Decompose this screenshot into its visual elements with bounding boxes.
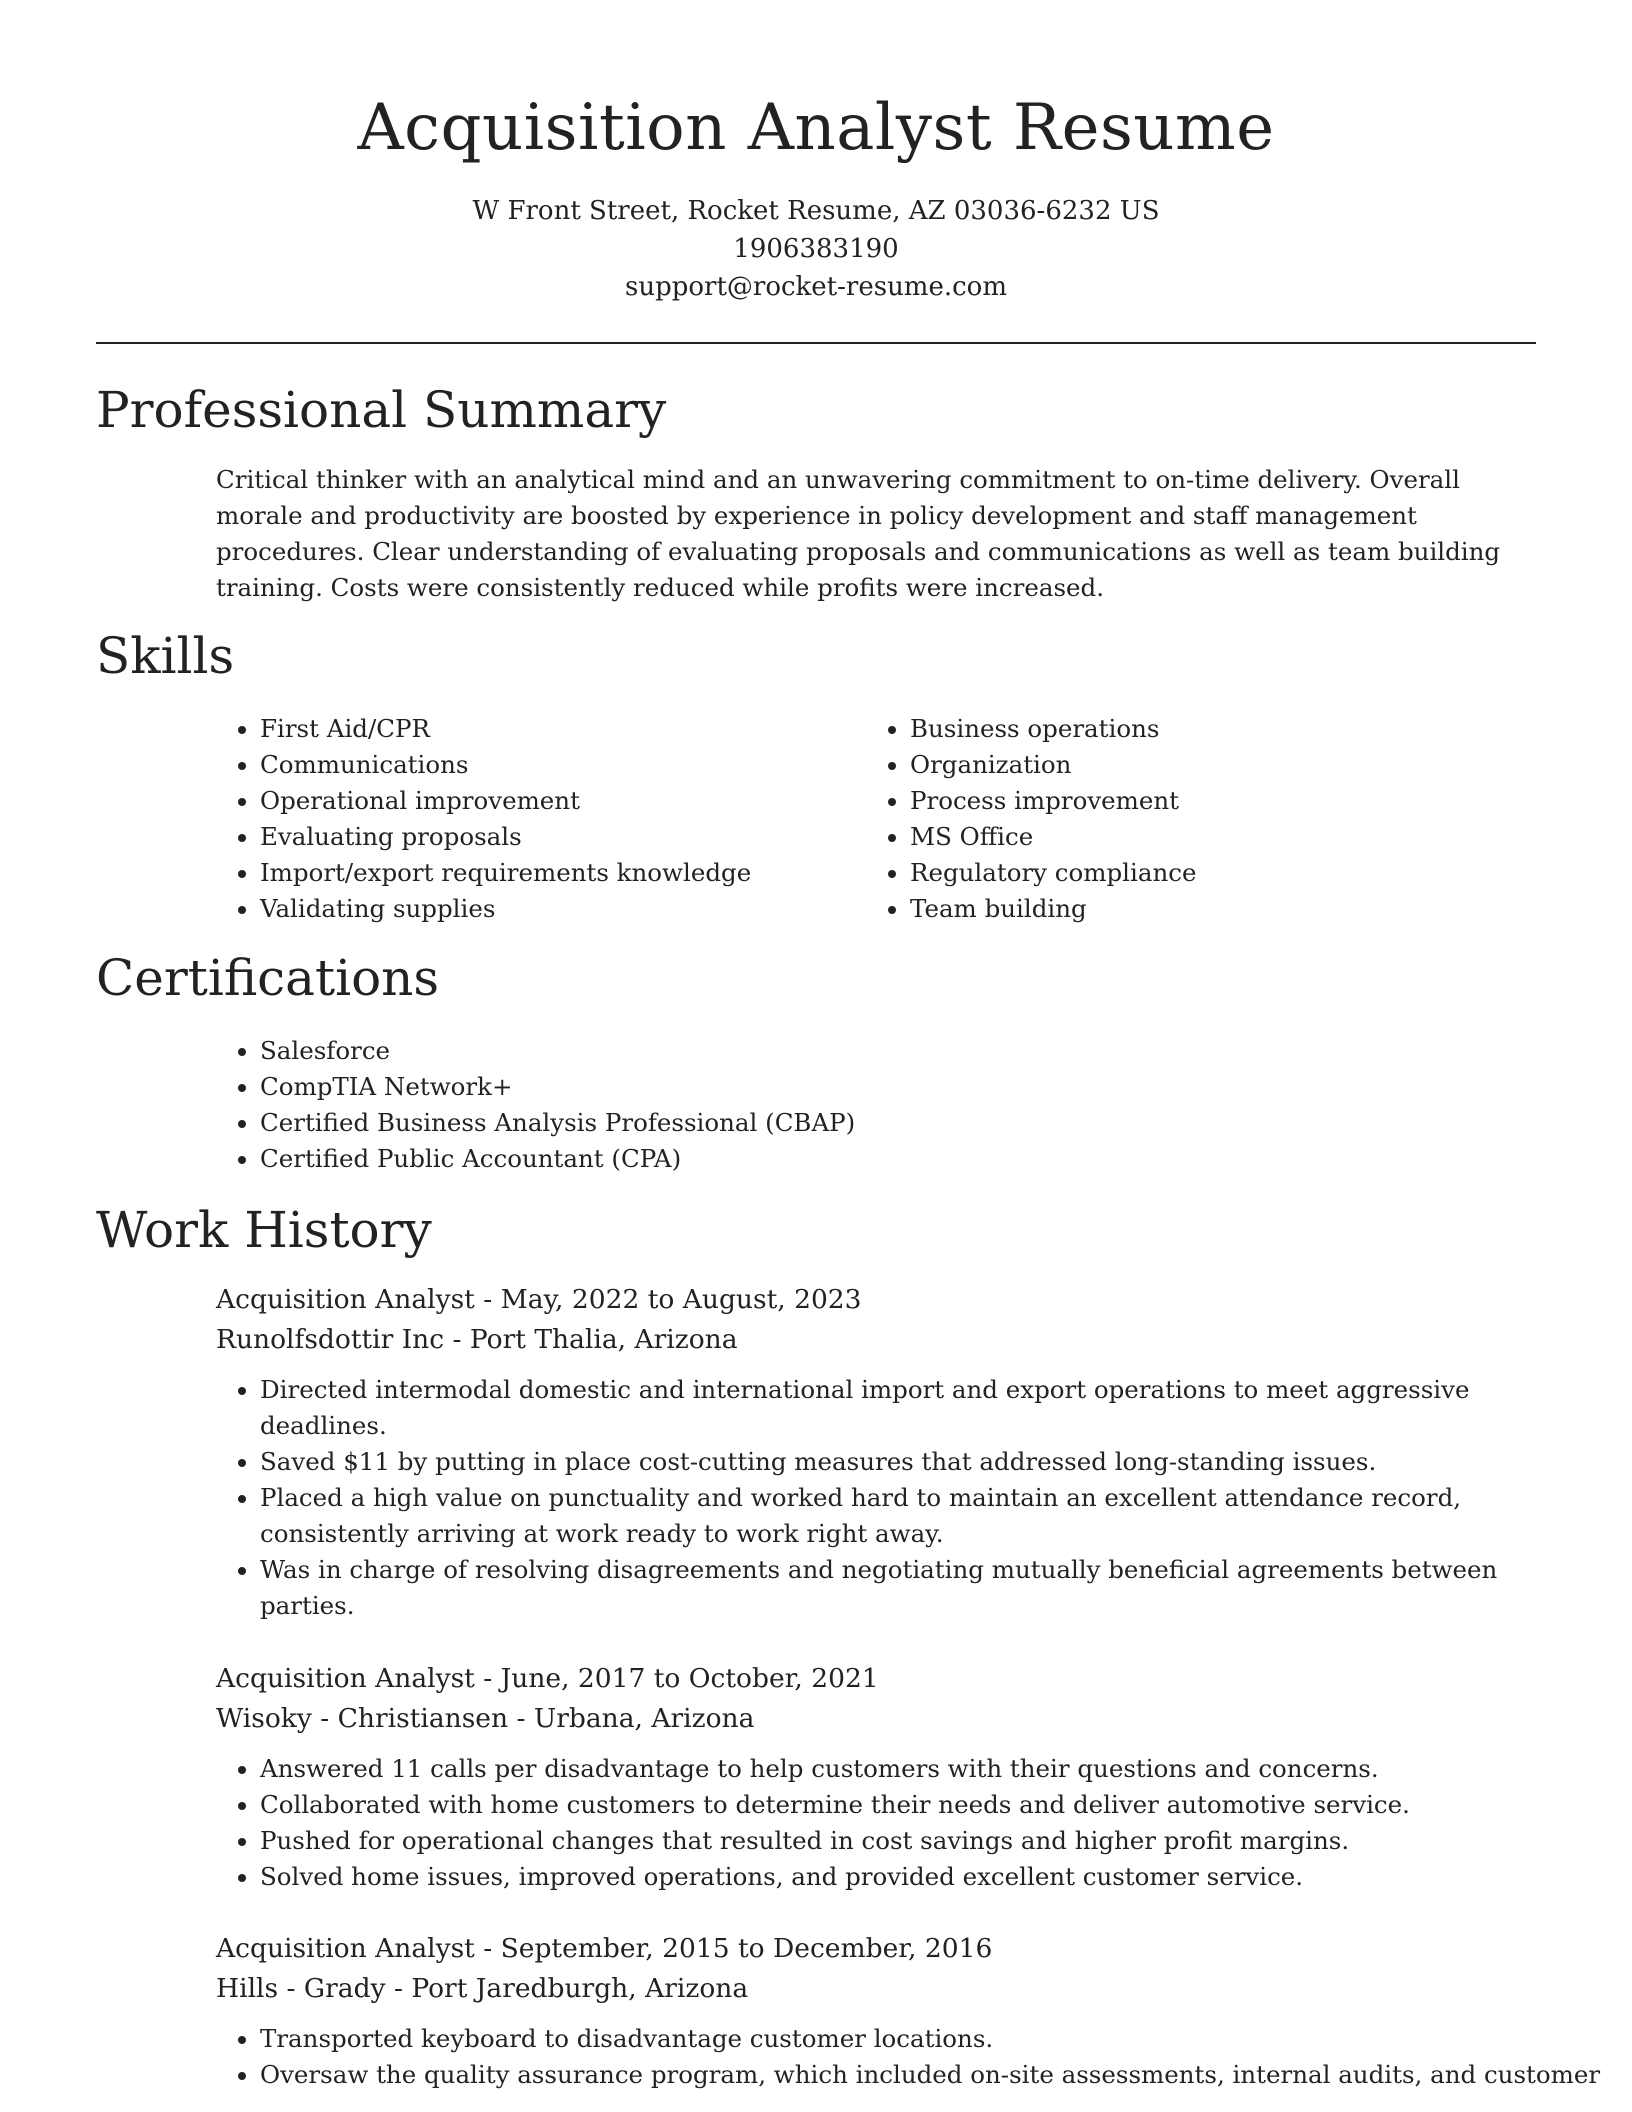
contact-address: W Front Street, Rocket Resume, AZ 03036-6232 US (472, 196, 1160, 226)
job-bullet: • Answered 11 calls per disadvantage to help customers with their questions and concerns. (260, 1751, 1536, 1787)
job-bullet: • Placed a high value on punctuality and worked hard to maintain an excellent attendance record, consistently arriving at work ready to work right away. (260, 1480, 1536, 1552)
skill-item: • Team building (910, 891, 1506, 927)
skill-item: • MS Office (910, 819, 1506, 855)
resume-title: Acquisition Analyst Resume (357, 91, 1275, 165)
certifications-heading: Certifications (96, 949, 440, 1007)
job-company: Wisoky - Christiansen (216, 1703, 509, 1734)
job-bullet: • Collaborated with home customers to determine their needs and deliver automotive service. (260, 1787, 1536, 1823)
job-title-line (216, 1929, 1536, 1969)
job-bullet: • Transported keyboard to disadvantage customer locations. (260, 2021, 1536, 2057)
job-bullets (216, 1751, 1536, 1895)
skill-item: • Operational improvement (260, 783, 816, 819)
job-entry (216, 1659, 1536, 1895)
job-company: Runolfsdottir Inc (216, 1324, 445, 1355)
skill-item: • Process improvement (910, 783, 1506, 819)
job-title-line (216, 1659, 1536, 1699)
skill-item: • Communications (260, 747, 816, 783)
skill-item: • Organization (910, 747, 1506, 783)
certification-item: • Salesforce (260, 1033, 1416, 1069)
job-bullet: • Pushed for operational changes that resulted in cost savings and higher profit margins. (260, 1823, 1536, 1859)
job-bullet: • Oversaw the quality assurance program, which included on-site assessments, internal audits, and customer (260, 2057, 1536, 2093)
skills-right-column (866, 711, 1506, 927)
certifications-list (216, 1033, 1416, 1177)
skills-left-column (216, 711, 816, 927)
skill-item: • Validating supplies (260, 891, 816, 927)
job-title-line (216, 1280, 1536, 1320)
job-bullets (216, 1372, 1536, 1624)
header-divider (96, 342, 1536, 344)
job-bullet: • Directed intermodal domestic and international import and export operations to meet aggressive deadlines. (260, 1372, 1536, 1444)
summary-text: Critical thinker with an analytical mind and an unwavering commitment to on-time delivery. Overall morale and productivity are boosted by experience in policy development and staff management procedures. Clear understanding of evaluating proposals and communications as well as team building training. Costs were consistently reduced while profits were increased. (216, 465, 1501, 602)
job-dates: - September, 2015 to December, 2016 (474, 1933, 993, 1964)
summary-heading: Professional Summary (96, 381, 667, 439)
skill-item: • Regulatory compliance (910, 855, 1506, 891)
contact-phone: 1906383190 (733, 234, 899, 264)
job-location: - Port Jaredburgh, Arizona (385, 1973, 749, 2004)
contact-block (0, 192, 1632, 306)
job-title: Acquisition Analyst (216, 1284, 475, 1315)
skills-heading: Skills (96, 627, 235, 685)
job-location: - Port Thalia, Arizona (444, 1324, 738, 1355)
job-entry (216, 1929, 1601, 2093)
job-title: Acquisition Analyst (216, 1663, 475, 1694)
skill-item: • Evaluating proposals (260, 819, 816, 855)
job-company: Hills - Grady (216, 1973, 386, 2004)
skill-item: • First Aid/CPR (260, 711, 816, 747)
job-company-line (216, 1969, 1536, 2009)
skill-item: • Business operations (910, 711, 1506, 747)
job-dates: - May, 2022 to August, 2023 (474, 1284, 862, 1315)
job-company-line (216, 1699, 1536, 1739)
job-entry (216, 1280, 1536, 1624)
job-location: - Urbana, Arizona (508, 1703, 755, 1734)
job-bullet: • Solved home issues, improved operations, and provided excellent customer service. (260, 1859, 1536, 1895)
job-bullet: • Saved $11 by putting in place cost-cutting measures that addressed long-standing issues. (260, 1444, 1536, 1480)
job-bullet: • Was in charge of resolving disagreements and negotiating mutually beneficial agreements between parties. (260, 1552, 1536, 1624)
job-bullets (216, 2021, 1601, 2093)
contact-email: support@rocket-resume.com (624, 272, 1007, 302)
job-title: Acquisition Analyst (216, 1933, 475, 1964)
resume-header (0, 0, 1632, 306)
job-dates: - June, 2017 to October, 2021 (474, 1663, 879, 1694)
work-history-heading: Work History (96, 1201, 432, 1259)
certification-item: • CompTIA Network+ (260, 1069, 1416, 1105)
job-company-line (216, 1320, 1536, 1360)
skill-item: • Import/export requirements knowledge (260, 855, 816, 891)
certification-item: • Certified Public Accountant (CPA) (260, 1141, 1416, 1177)
certification-item: • Certified Business Analysis Professional (CBAP) (260, 1105, 1416, 1141)
